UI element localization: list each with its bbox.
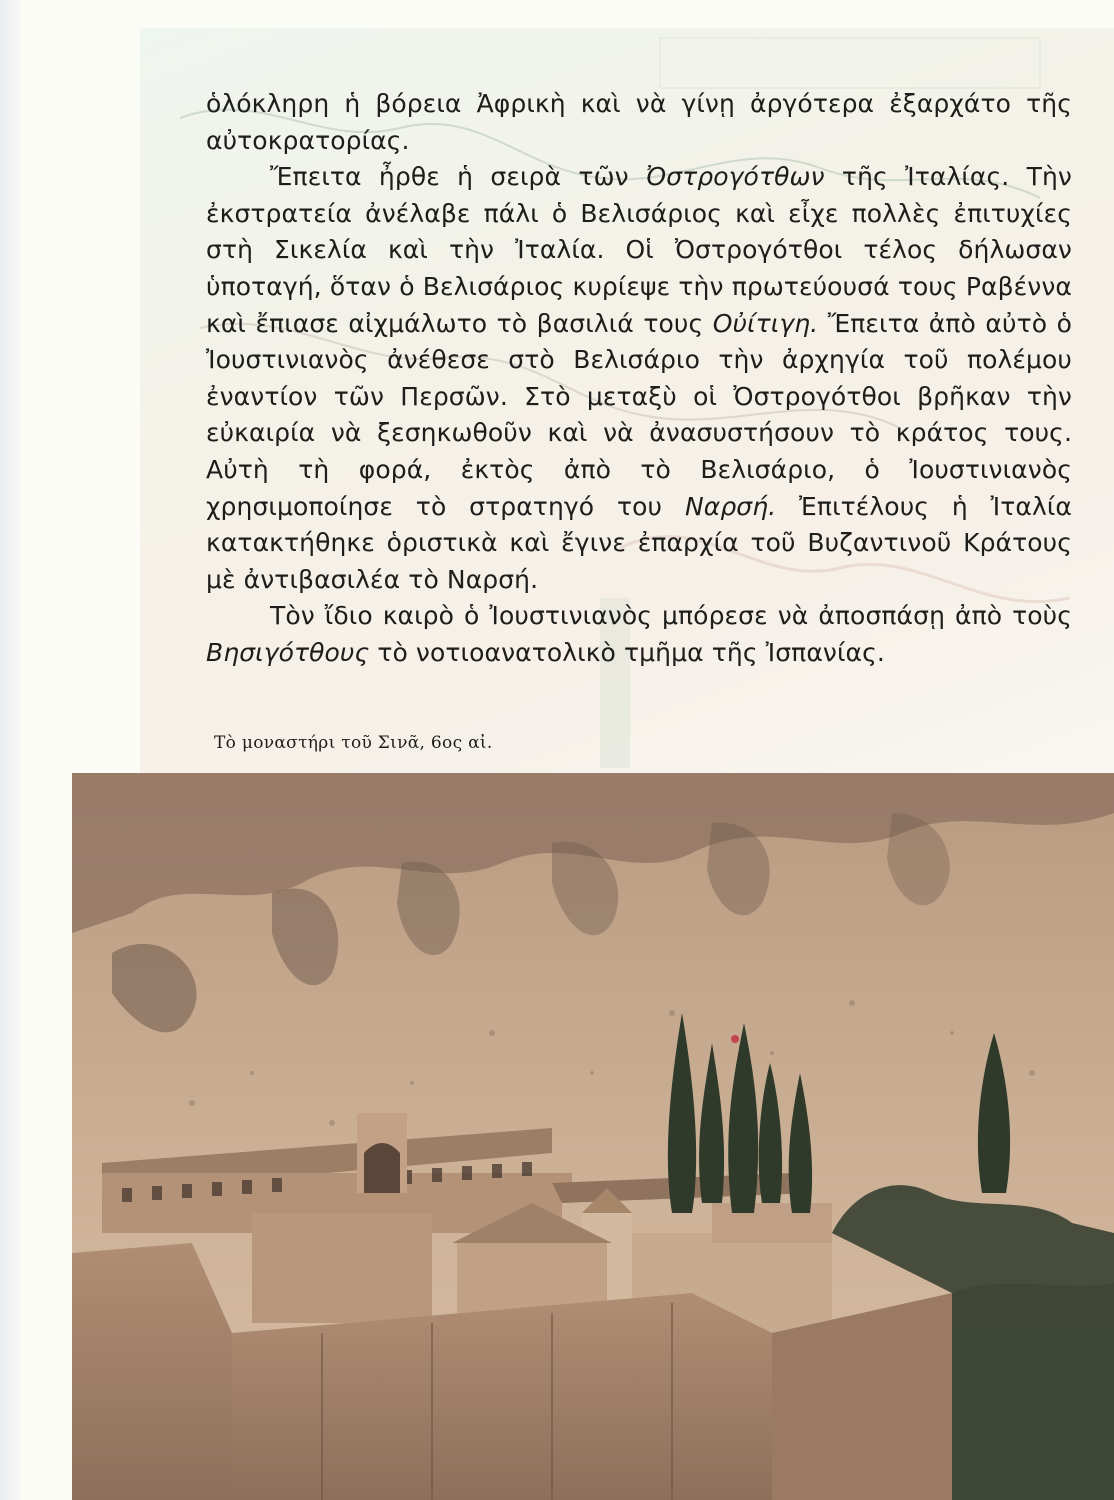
red-speck [731,1035,739,1043]
garden [952,1283,1114,1500]
name-vitiges: Οὐίτιγη. [712,308,819,338]
photo-caption: Τὸ μοναστήρι τοῦ Σινᾶ, 6ος αἰ. [214,733,493,753]
fortress-wall-left [72,1243,232,1500]
article-body [206,86,1072,672]
paragraph-2-text-4: Ἐπιτέλους ἡ Ἰταλία κατακτήθηκε ὁριστικὰ καὶ ἔγινε ἐπαρχία τοῦ Βυζαντινοῦ Κράτους μὲ ἀντιβασιλέα τὸ Ναρσή. [206,491,1072,594]
term-ostrogoths: Ὀστρογότθων [646,162,825,192]
paragraph-3-text-1: Τὸν ἴδιο καιρὸ ὁ Ἰουστινιανὸς μπόρεσε νὰ ἀποσπάσῃ ἀπὸ τοὺς [270,601,1072,631]
paragraph-2-text-1: Ἔπειτα ἦρθε ἡ σειρὰ τῶν [270,162,646,192]
paragraph-3-text-2: τὸ νοτιοανατολικὸ τμῆμα τῆς Ἰσπανίας. [369,637,885,667]
sinai-monastery-photo [72,773,1114,1500]
paragraph-1-text: ὁλόκληρη ἡ βόρεια Ἀφρικὴ καὶ νὰ γίνῃ ἀργότερα ἐξαρχάτο τῆς αὐτοκρατορίας. [206,89,1072,155]
paragraph-2-text-2: τῆς Ἰταλίας. Τὴν ἐκστρατεία ἀνέλαβε πάλι ὁ Βελισάριος καὶ εἶχε πολλὲς ἐπιτυχίες στὴ Σικελία καὶ τὴν Ἰταλία. Οἱ Ὀστρογότθοι τέλος δήλωσαν ὑποταγή, ὅταν ὁ Βελισάριος κυρίεψε τὴν πρωτεύουσά τους Ραβέννα καὶ ἔπιασε αἰχμάλωτο τὸ βασιλιά τους [206,162,1072,338]
term-visigoths: Βησιγότθους [206,637,370,667]
paragraph-2 [206,159,1072,598]
name-narses: Ναρσή. [684,491,777,521]
page-edge [0,0,20,1500]
paragraph-1 [206,86,1072,159]
paragraph-2-text-3: Ἔπειτα ἀπὸ αὐτὸ ὁ Ἰουστινιανὸς ἀνέθεσε στὸ Βελισάριο τὴν ἀρχηγία τοῦ πολέμου ἐναντίον τῶν Περσῶν. Στὸ μεταξὺ οἱ Ὀστρογότθοι βρῆκαν τὴν εὐκαιρία νὰ ξεσηκωθοῦν καὶ νὰ ἀνασυστήσουν τὸ κράτος τους. Αὐτὴ τὴ φορά, ἐκτὸς ἀπὸ τὸ Βελισάριο, ὁ Ἰουστινιανὸς χρησιμοποίησε τὸ στρατηγό του [206,308,1072,521]
paragraph-3 [206,598,1072,671]
